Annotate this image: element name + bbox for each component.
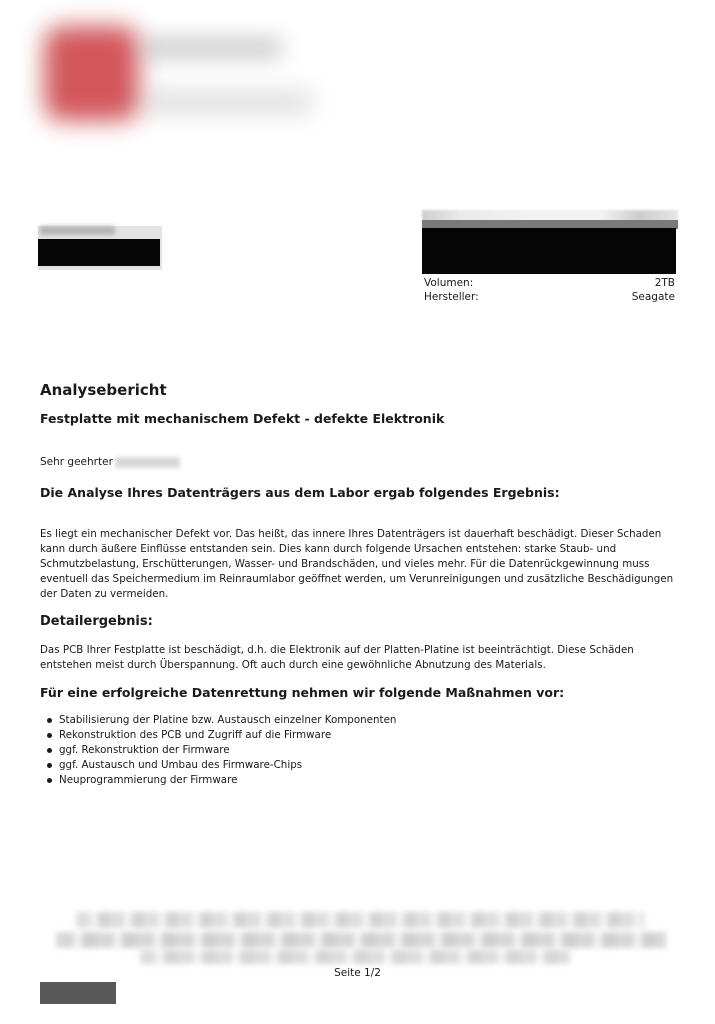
info-value: Seagate xyxy=(631,291,675,303)
paragraph-line: Es liegt ein mechanischer Defekt vor. Das heißt, das innere Ihres Datenträgers ist dauerhaft beschädigt. Dieser Schaden xyxy=(40,528,662,540)
paragraph-line: Schmutzbelastung, Erschütterungen, Wasser- und Brandschäden, und vieles mehr. Für die Datenrückgewinnung muss xyxy=(40,558,650,570)
page-number: Seite 1/2 xyxy=(334,967,381,979)
address-line-redacted xyxy=(40,226,115,235)
paragraph-line: entstehen meist durch Überspannung. Oft auch durch eine gewöhnliche Abnutzung des Materials. xyxy=(40,659,546,671)
list-item: Neuprogrammierung der Firmware xyxy=(40,773,396,788)
measures-list xyxy=(40,713,396,788)
logo-tagline-redacted xyxy=(142,91,312,113)
logo-mark xyxy=(44,26,139,121)
greeting xyxy=(40,456,180,468)
detail-paragraph xyxy=(40,643,680,673)
recipient-name-redacted xyxy=(115,457,180,468)
footer-line-redacted xyxy=(56,932,666,948)
info-redacted-block xyxy=(422,228,676,274)
info-label: Hersteller: xyxy=(424,291,479,303)
list-item: Rekonstruktion des PCB und Zugriff auf die Firmware xyxy=(40,728,396,743)
footer-redacted-block xyxy=(40,982,116,1004)
detail-heading: Detailergebnis: xyxy=(40,614,153,629)
company-logo xyxy=(22,6,342,156)
footer-line-redacted xyxy=(76,912,644,928)
paragraph-line: Das PCB Ihrer Festplatte ist beschädigt, d.h. die Elektronik auf der Platten-Platine ist beeinträchtigt. Diese Schäden xyxy=(40,644,634,656)
analysis-heading: Die Analyse Ihres Datenträgers aus dem Labor ergab folgendes Ergebnis: xyxy=(40,485,560,500)
address-redacted-block xyxy=(38,239,160,266)
info-row-manufacturer xyxy=(424,291,675,304)
document-title: Analysebericht xyxy=(40,381,167,399)
paragraph-line: kann durch äußere Einflüsse entstanden sein. Dies kann durch folgende Ursachen entstehen: starke Staub- und xyxy=(40,543,617,555)
info-label: Volumen: xyxy=(424,277,474,289)
footer-line-redacted xyxy=(140,950,570,964)
list-item: Stabilisierung der Platine bzw. Austausch einzelner Komponenten xyxy=(40,713,396,728)
paragraph-line: der Daten zu vermeiden. xyxy=(40,588,169,600)
paragraph-line: eventuell das Speichermedium im Reinraumlabor geöffnet werden, um Verunreinigungen und zusätzliche Beschädigungen xyxy=(40,573,674,585)
info-value: 2TB xyxy=(654,277,675,289)
document-subtitle: Festplatte mit mechanischem Defekt - defekte Elektronik xyxy=(40,411,445,426)
greeting-text: Sehr geehrter xyxy=(40,456,113,468)
info-row-volume xyxy=(424,277,675,290)
list-item: ggf. Rekonstruktion der Firmware xyxy=(40,743,396,758)
list-item: ggf. Austausch und Umbau des Firmware-Chips xyxy=(40,758,396,773)
measures-heading: Für eine erfolgreiche Datenrettung nehmen wir folgende Maßnahmen vor: xyxy=(40,685,565,700)
analysis-paragraph xyxy=(40,527,680,602)
logo-text-redacted xyxy=(142,36,282,60)
